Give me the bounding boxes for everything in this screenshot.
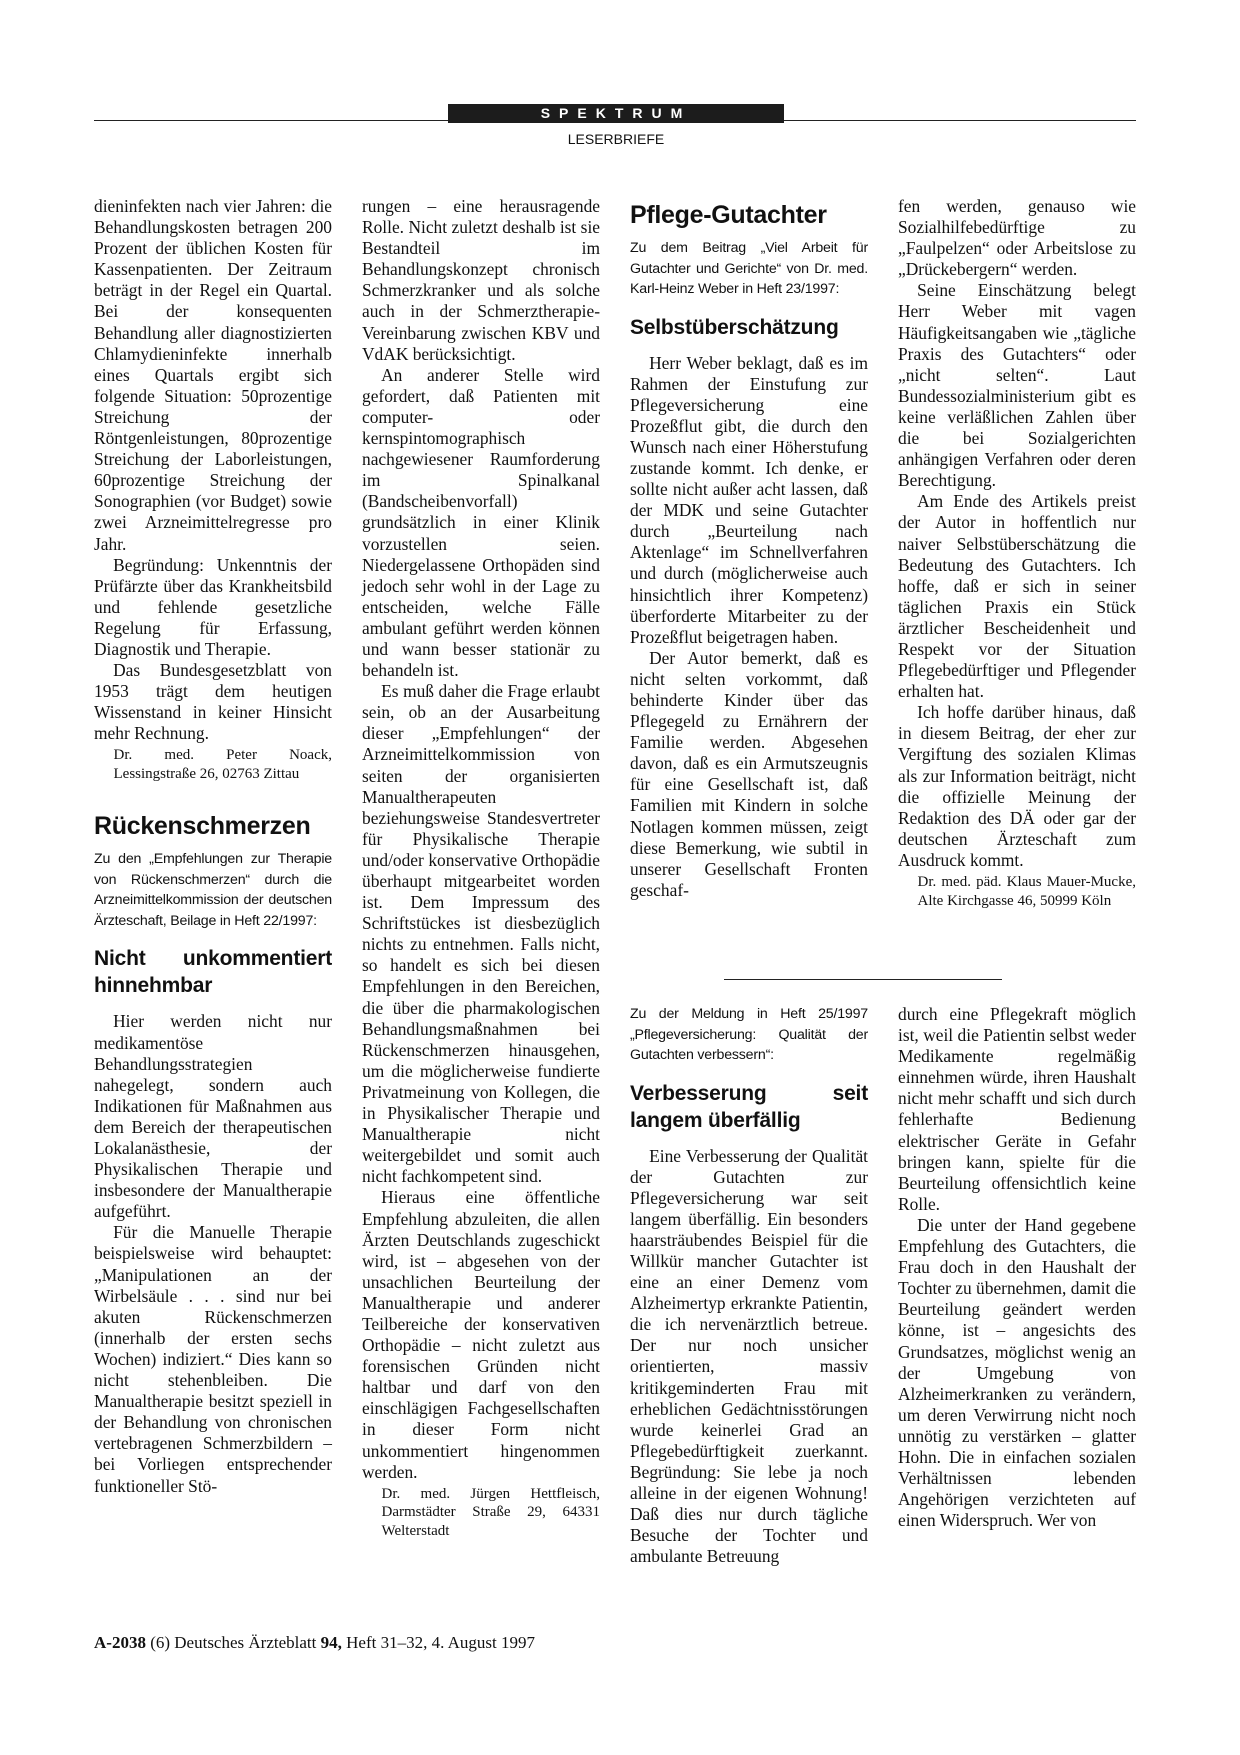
- paragraph: Hier werden nicht nur medikamentöse Behandlungsstrategien nahegelegt, sondern auch Indikationen für Maßnahmen aus dem Bereich der therapeutischen Lokalanästhesie, der Physikalischen Therapie und insbesondere der Manualtherapie aufgeführt.: [94, 1011, 332, 1222]
- article-intro: Zu dem Beitrag „Viel Arbeit für Gutachter und Gerichte“ von Dr. med. Karl-Heinz Weber in Heft 23/1997:: [630, 240, 868, 297]
- column-1: [94, 196, 332, 1497]
- journal-volume: 94,: [320, 1633, 342, 1652]
- section-subtitle: LESERBRIEFE: [567, 131, 665, 147]
- article-intro: Zu den „Empfehlungen zur Therapie von Rückenschmerzen“ durch die Arzneimittelkommission der deutschen Ärzteschaft, Beilage in Heft 22/1997:: [94, 851, 332, 929]
- paragraph: rungen – eine herausragende Rolle. Nicht zuletzt deshalb ist sie Bestandteil im Behandlungskonzept chronisch Schmerzkranker und als solche auch in der Schmerztherapie-Vereinbarung zwischen KBV und VdAK berücksichtigt.: [362, 196, 600, 364]
- paragraph: dieninfekten nach vier Jahren: die Behandlungskosten betragen 200 Prozent der üblichen Kosten für Kassenpatienten. Der Zeitraum beträgt in der Regel ein Quartal. Bei der konsequenten Behandlung aller diagnostizierten Chlamydieninfekte innerhalb eines Quartals ergibt sich folgende Situation: 50prozentige Streichung der Röntgenleistungen, 80prozentige Streichung der Laborleistungen, 60prozentige Streichung der Sonographien (vor Budget) sowie zwei Arzneimittelregresse pro Jahr.: [94, 196, 332, 554]
- letter-signature: Dr. med. Peter Noack, Lessingstraße 26, 02763 Zittau: [113, 747, 332, 782]
- page-footer: [94, 1633, 535, 1653]
- paragraph: Herr Weber beklagt, daß es im Rahmen der Einstufung zur Pflegeversicherung eine Prozeßflut gibt, die durch den Wunsch nach einer Höherstufung zustande kommt. Ich denke, er sollte nicht außer acht lassen, daß der MDK und seine Gutachter durch „Beurteilung nach Aktenlage“ im Schnellverfahren und durch (möglicherweise auch hinsichtlich ihrer Kompetenz) überforderte Mitarbeiter zu der Prozeßflut beigetragen haben.: [630, 352, 868, 647]
- column-3: [630, 200, 868, 901]
- page-number: A-2038: [94, 1633, 146, 1652]
- article-intro: Zu der Meldung in Heft 25/1997 „Pflegeversicherung: Qualität der Gutachten verbessern“:: [630, 1006, 868, 1063]
- paragraph: Hieraus eine öffentliche Empfehlung abzuleiten, die allen Ärzten Deutschlands zugeschickt wird, ist – abgesehen von der unsachlichen Beurteilung der Manualtherapie und anderer Teilbereiche der konservativen Orthopädie – nicht zuletzt aus forensischen Gründen nicht haltbar und darf von den einschlägigen Fachgesellschaften in dieser Form nicht unkommentiert hingenommen werden.: [362, 1187, 600, 1482]
- paragraph: Die unter der Hand gegebene Empfehlung des Gutachters, die Frau doch in den Haushalt der Tochter zu übernehmen, damit die Beurteilung geändert werden könne, ist – angesichts des Grundsatzes, möglichst wenig an der Umgebung von Alzheimerkranken zu verändern, um deren Verwirrung nicht noch unnötig zu verstärken – glatter Hohn. Die in einfachen sozialen Verhältnissen lebenden Angehörigen verzichteten auf einen Widerspruch. Wer von: [898, 1214, 1136, 1531]
- paragraph: Seine Einschätzung belegt Herr Weber mit vagen Häufigkeitsangaben wie „tägliche Praxis des Gutachters“ oder „nicht selten“. Laut Bundessozialministerium gibt es keine verläßlichen Zahlen über die bei Sozialgerichten anhängigen Verfahren oder deren Berechtigung.: [898, 280, 1136, 491]
- letter-heading: Nicht unkommentiert hinnehmbar: [94, 947, 332, 998]
- column-4-lower: [898, 1004, 1136, 1531]
- journal-issue: Heft 31–32, 4. August 1997: [346, 1633, 536, 1652]
- paragraph: Für die Manuelle Therapie beispielsweise wird behauptet: „Manipulationen an der Wirbelsäule . . . sind nur bei akuten Rückenschmerzen (innerhalb der ersten sechs Wochen) indiziert.“ Dies kann so nicht stehenbleiben. Die Manualtherapie besitzt speziell in der Behandlung von chronischen vertebragenen Schmerzbildern – bei Vorliegen entsprechender funktioneller Stö-: [94, 1222, 332, 1496]
- section-title: SPEKTRUM: [448, 104, 784, 123]
- paragraph: Eine Verbesserung der Qualität der Gutachten zur Pflegeversicherung war seit langem überfällig. Ein besonders haarsträubendes Beispiel für die Willkür mancher Gutachter ist eine an einer Demenz vom Alzheimertyp erkrankte Patientin, die ich nervenärztlich betreue. Der nur noch unsicher orientierten, massiv kritikgeminderten Frau mit erheblichen Gedächtnisstörungen wurde keinerlei Grad an Pflegebedürftigkeit zuerkannt. Begründung: Sie lebe ja noch alleine in der eigenen Wohnung! Daß dies nur durch tägliche Besuche der Tochter und ambulante Betreuung: [630, 1145, 868, 1567]
- paragraph: durch eine Pflegekraft möglich ist, weil die Patientin selbst weder Medikamente regelmäßig einnehmen würde, ihren Haushalt nicht mehr schafft und sich durch fehlerhafte Bedienung elektrischer Geräte in Gefahr bringen kann, spielte für die Beurteilung offensichtlich keine Rolle.: [898, 1004, 1136, 1214]
- paragraph: Der Autor bemerkt, daß es nicht selten vorkommt, daß behinderte Kinder über das Pflegegeld zu Ernährern der Familie werden. Abgesehen davon, daß es ein Armutszeugnis für eine Gesellschaft ist, daß Familien mit Kindern in solche Notlagen kommen müssen, zeigt diese Bemerkung, wie subtil in unserer Gesellschaft Fronten geschaf-: [630, 647, 868, 900]
- letter-signature: Dr. med. Jürgen Hettfleisch, Darmstädter Straße 29, 64331 Welterstadt: [381, 1485, 600, 1539]
- letter-heading: Selbstüberschätzung: [630, 315, 839, 339]
- paragraph: An anderer Stelle wird gefordert, daß Patienten mit computer- oder kernspintomographisch nachgewiesener Raumforderung im Spinalkanal (Bandscheibenvorfall) grundsätzlich in einer Klinik vorzustellen seien. Niedergelassene Orthopäden sind jedoch sehr wohl in der Lage zu entscheiden, welche Fälle ambulant geführt werden können und wann besser stationär zu behandeln ist.: [362, 364, 600, 681]
- column-3-lower: [630, 1004, 868, 1567]
- paragraph: Begründung: Unkenntnis der Prüfärzte über das Krankheitsbild und fehlende gesetzliche Regelung für Erfassung, Diagnostik und Therapie.: [94, 554, 332, 659]
- article-heading: Pflege-Gutachter: [630, 201, 827, 229]
- column-4: [898, 196, 1136, 910]
- column-2: [362, 196, 600, 1540]
- letter-signature: Dr. med. päd. Klaus Mauer-Mucke, Alte Kirchgasse 46, 50999 Köln: [917, 874, 1136, 909]
- article-separator: [724, 979, 1002, 980]
- paragraph: Ich hoffe darüber hinaus, daß in diesem Beitrag, der eher zur Vergiftung des sozialen Klimas als zur Information beiträgt, nicht die offizielle Meinung der Redaktion des DÄ oder gar der deutschen Ärzteschaft zum Ausdruck kommt.: [898, 702, 1136, 870]
- letter-heading: Verbesserung seit langem überfällig: [630, 1081, 868, 1132]
- journal-name: (6) Deutsches Ärzteblatt: [150, 1633, 317, 1652]
- paragraph: Es muß daher die Frage erlaubt sein, ob an der Ausarbeitung dieser „Empfehlungen“ der Arzneimittelkommission von seiten der organisierten Manualtherapeuten beziehungsweise Standesvertreter für Physikalische Therapie und/oder konservative Orthopädie überhaupt mitgearbeitet worden ist. Dem Impressum des Schriftstückes ist diesbezüglich nichts zu entnehmen. Falls nicht, so handelt es sich bei diesen Empfehlungen in den Bereichen, die über die pharmakologischen Behandlungsmaßnahmen bei Rückenschmerzen hinausgehen, um die möglicherweise fundierte Privatmeinung von Kollegen, die in Physikalischer Therapie und Manualtherapie nicht weitergebildet und somit auch nicht fachkompetent sind.: [362, 681, 600, 1187]
- paragraph: Das Bundesgesetzblatt von 1953 trägt dem heutigen Wissenstand in keiner Hinsicht mehr Rechnung.: [94, 660, 332, 744]
- paragraph: Am Ende des Artikels preist der Autor in hoffentlich nur naiver Selbstüberschätzung die Bedeutung des Gutachters. Ich hoffe, daß er sich in seiner täglichen Praxis ein Stück ärztlicher Bescheidenheit und Respekt vor der Situation Pflegebedürftiger und Pflegender erhalten hat.: [898, 491, 1136, 702]
- paragraph: fen werden, genauso wie Sozialhilfebedürftige zu „Faulpelzen“ oder Arbeitslose zu „Drückebergern“ werden.: [898, 196, 1136, 280]
- article-heading: Rückenschmerzen: [94, 812, 311, 841]
